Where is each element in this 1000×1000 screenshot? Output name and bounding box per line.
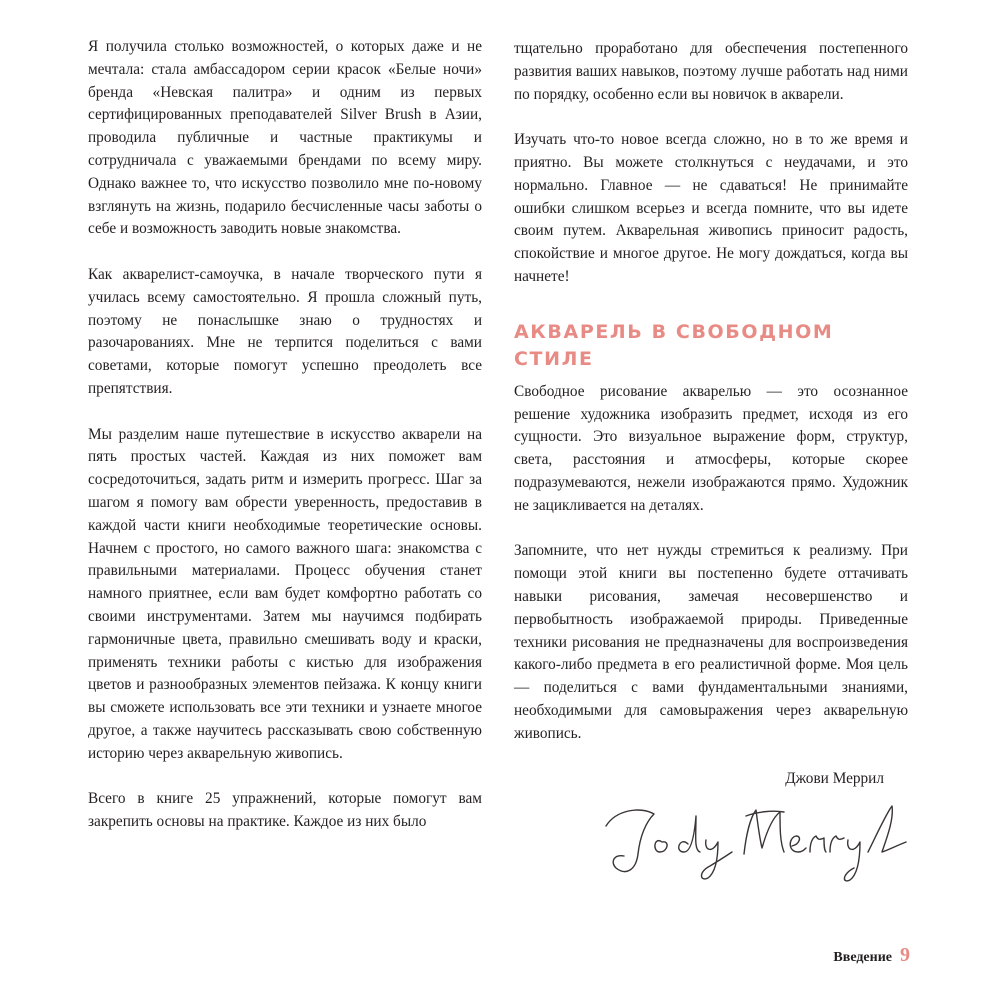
page-number: 9 [900, 944, 910, 966]
body-paragraph: Всего в книге 25 упражнений, которые помогут вам закрепить основы на практике. Каждое из них было [88, 790, 482, 831]
body-paragraph: тщательно проработано для обеспечения постепенного развития ваших навыков, поэтому лучше работать над ними по порядку, особенно если вы новичок в акварели. [514, 40, 908, 103]
signature-image [596, 796, 916, 886]
author-name: Джови Меррил [785, 770, 884, 788]
body-paragraph: Запомните, что нет нужды стремиться к реализму. При помощи этой книги вы постепенно будете оттачивать навыки рисования, замечая несовершенство и первобытность изображаемой природы. Приведенные техники рисования не предназначены для воспроизведения какого-либо предмета в его реалистичной форме. Моя цель — поделиться с вами фундаментальными знаниями, необходимыми для самовыражения через акварельную живопись. [514, 542, 908, 742]
right-column [514, 38, 908, 791]
left-column [88, 36, 482, 834]
body-paragraph: Как акварелист-самоучка, в начале творческого пути я училась всему самостоятельно. Я прошла сложный путь, поэтому не понаслышке знаю о трудностях и разочарованиях. Мне не терпится поделиться с вами советами, которые помогут успешно преодолеть все препятствия. [88, 265, 482, 397]
page-footer [833, 944, 910, 967]
body-paragraph: Мы разделим наше путешествие в искусство акварели на пять простых частей. Каждая из них поможет вам сосредоточиться, задать ритм и измерить прогресс. Шаг за шагом я помогу вам обрести уверенность, предоставив в каждой части книги необходимые теоретические основы. Начнем с простого, но самого важного шага: знакомства с правильными материалами. Процесс обучения станет намного приятнее, если вам будет комфортно работать со своими инструментами. Затем мы научимся подбирать гармоничные цвета, правильно смешивать воду и краски, применять техники работы с кистью для изображения цветов и разнообразных элементов пейзажа. К концу книги вы сможете использовать все эти техники и узнаете многое другое, а также научитесь рассказывать свою собственную историю через акварельную живопись. [88, 425, 482, 762]
section-heading: АКВАРЕЛЬ В СВОБОДНОМ СТИЛЕ [514, 320, 834, 370]
body-paragraph: Свободное рисование акварелью — это осознанное решение художника изобразить предмет, исходя из его сущности. Это визуальное выражение форм, структур, света, расстояния и атмосферы, которые скорее подразумеваются, нежели изображаются прямо. Художник не зацикливается на деталях. [514, 382, 908, 514]
body-paragraph: Я получила столько возможностей, о которых даже и не мечтала: стала амбассадором серии красок «Белые ночи» бренда «Невская палитра» и одним из первых сертифицированных преподавателей Silver Brush в Азии, проводила публичные и частные практикумы и сотрудничала с уважаемыми брендами по всему миру. Однако важнее то, что искусство позволило мне по-новому взглянуть на жизнь, подарило бесчисленные часы заботы о себе и возможность заводить новые знакомства. [88, 38, 482, 238]
body-paragraph: Изучать что-то новое всегда сложно, но в то же время и приятно. Вы можете столкнуться с неудачами, и это нормально. Главное — не сдаваться! Не принимайте ошибки слишком всерьез и всегда помните, что вы идете своим путем. Акварельная живопись приносит радость, спокойствие и многое другое. Не могу дождаться, когда вы начнете! [514, 131, 908, 285]
section-label: Введение [833, 950, 892, 965]
